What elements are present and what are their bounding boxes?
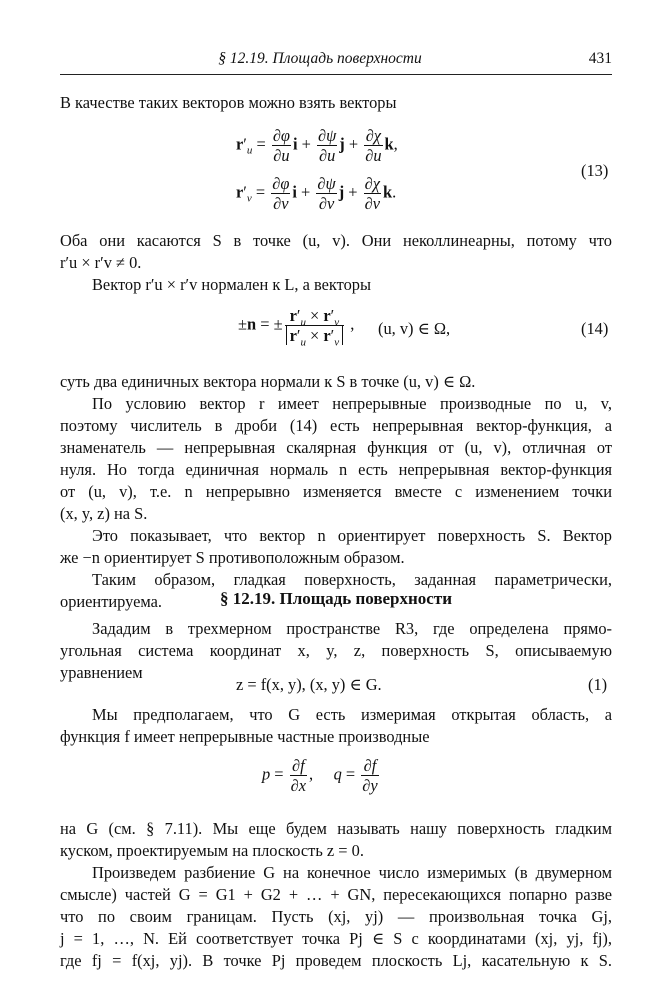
equation-14-number: (14) (581, 319, 609, 338)
text-line: уравнением (60, 663, 143, 682)
text-line: что по своим границам. Пусть (xj, yj) — произвольная точка Gj, (60, 907, 612, 926)
text-line: Вектор r′u × r′v нормален к L, а векторы (92, 275, 371, 294)
running-header (60, 48, 612, 72)
header-rule (60, 74, 612, 75)
text-line: ориентируема. (60, 592, 163, 611)
paragraph-partition (60, 818, 612, 972)
paragraph-assumptions (60, 704, 612, 748)
intro-paragraph (60, 92, 612, 114)
page-number: 431 (588, 50, 612, 67)
text-line: смысле) частей G = G1 + G2 + … + GN, пересекающихся попарно разве (60, 885, 612, 904)
text-line: от (u, v), т.е. n непрерывно изменяется вместе с изменением точки (60, 482, 612, 501)
equation-1: z = f(x, y), (x, y) ∈ G. (236, 675, 382, 694)
text-line: знаменатель — непрерывная скалярная функция от (u, v), отличная от (60, 438, 612, 457)
equation-14: ±n = ± $\frac{r'_u \times r'_v}{r'_u \times r'_v}$ , (238, 306, 355, 349)
text-line: суть два единичных вектора нормали к S в точке (u, v) ∈ Ω. (60, 372, 476, 391)
text-line: на G (см. § 7.11). Мы еще будем называть нашу поверхность гладким (60, 819, 612, 838)
text-line: Зададим в трехмерном пространстве R3, где определена прямо- (92, 619, 612, 638)
equation-13-number: (13) (581, 161, 609, 180)
text-line: Таким образом, гладкая поверхность, заданная параметрически, (92, 570, 612, 589)
equation-1-number: (1) (588, 675, 608, 694)
text-line: r′u × r′v ≠ 0. (60, 253, 142, 272)
text-line: функция f имеет непрерывные частные производные (60, 727, 430, 746)
text-line: По условию вектор r имеет непрерывные производные по u, v, (92, 394, 612, 413)
equation-14-condition: (u, v) ∈ Ω, (378, 319, 451, 338)
equation-pq: p = $\frac{\partial f}{\partial x}$ , q = $\frac{\partial f}{\partial y}$ (262, 756, 378, 795)
text-line: где fj = f(xj, yj). В точке Pj проведем плоскость Lj, касательную к S. (60, 951, 612, 970)
text-line: куском, проектируемым на плоскость z = 0. (60, 841, 364, 860)
paragraph-normals (60, 371, 612, 613)
text-line: j = 1, …, N. Ей соответствует точка Pj ∈ S с координатами (xj, yj, fj), (60, 929, 612, 948)
text-line: же −n ориентирует S противоположным образом. (60, 548, 405, 567)
text-line: Это показывает, что вектор n ориентирует поверхность S. Вектор (92, 526, 612, 545)
text-line: Оба они касаются S в точке (u, v). Они неколлинеарны, потому что (60, 231, 612, 250)
section-heading: § 12.19. Площадь поверхности (220, 589, 452, 608)
text-line: (x, y, z) на S. (60, 504, 148, 523)
text-line: Мы предполагаем, что G есть измеримая открытая область, а (92, 705, 612, 724)
text-line: нуля. Но тогда единичная нормаль n есть непрерывная вектор-функция (60, 460, 612, 479)
text-line: В качестве таких векторов можно взять векторы (60, 93, 397, 112)
text-line: Произведем разбиение G на конечное число измеримых (в двумерном (92, 863, 612, 882)
equation-13-row-2: $r'_v$ = $\frac{\partial\varphi}{\partial v}$ i + $\frac{\partial\psi}{\partial v}$ j + $\frac{\partial\chi}{\partial v}$ k. (236, 174, 397, 213)
equation-13-row-1: $r'_u$ = $\frac{\partial\varphi}{\partial u}$ i + $\frac{\partial\psi}{\partial u}$ j + $\frac{\partial\chi}{\partial u}$ k, (236, 126, 398, 165)
running-title: § 12.19. Площадь поверхности (218, 50, 422, 67)
text-line: угольная система координат x, y, z, поверхность S, описываемую (60, 641, 612, 660)
paragraph-tangent (60, 230, 612, 296)
text-line: поэтому числитель в дроби (14) есть непрерывная вектор-функция, а (60, 416, 612, 435)
